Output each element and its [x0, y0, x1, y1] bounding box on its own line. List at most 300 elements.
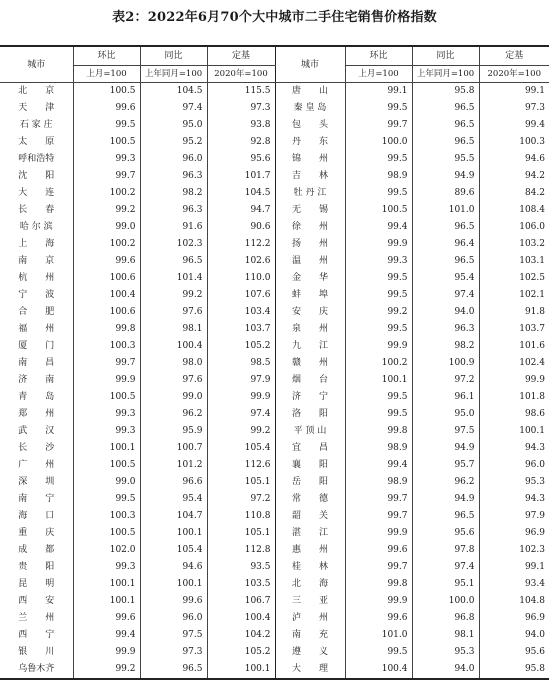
base-value: 105.2	[207, 644, 275, 661]
yoy-value-right: 95.0	[412, 406, 479, 423]
yoy-column-header: 同比	[140, 46, 207, 66]
mom-value-right: 99.5	[345, 287, 412, 304]
table-row	[0, 219, 549, 236]
city-name-right: 扬 州	[275, 236, 345, 253]
mom-value-right: 100.1	[345, 372, 412, 389]
mom-value-right: 99.8	[345, 423, 412, 440]
yoy-value: 96.0	[140, 151, 207, 168]
yoy-value: 98.0	[140, 355, 207, 372]
mom-value: 100.6	[73, 270, 140, 287]
mom-value-right: 100.5	[345, 202, 412, 219]
base-value-right: 101.8	[519, 392, 545, 402]
city-name: 沈 阳	[0, 168, 73, 185]
mom-value-right: 99.4	[345, 457, 412, 474]
city-name-right: 惠 州	[275, 542, 345, 559]
base-value: 115.5	[207, 83, 275, 101]
yoy-value-right: 96.8	[412, 610, 479, 627]
city-name: 上 海	[0, 236, 73, 253]
base-value-right: 103.2	[519, 239, 545, 249]
city-name-right: 安 庆	[275, 304, 345, 321]
mom-value-right: 99.7	[345, 117, 412, 134]
base-column-header: 定基	[207, 46, 275, 66]
yoy-value: 97.5	[140, 627, 207, 644]
base-value-right: 96.9	[524, 528, 545, 538]
city-name: 深 圳	[0, 474, 73, 491]
city-name-right: 赣 州	[275, 355, 345, 372]
mom-value-right: 98.9	[345, 168, 412, 185]
mom-value: 100.2	[73, 185, 140, 202]
mom-value-right: 99.7	[345, 559, 412, 576]
city-column-header: 城市	[0, 46, 73, 83]
table-row	[0, 474, 549, 491]
yoy-value: 100.1	[140, 525, 207, 542]
base-value: 102.6	[207, 253, 275, 270]
city-name-right: 桂 林	[275, 559, 345, 576]
mom-value-right: 99.1	[345, 83, 412, 101]
table-row	[0, 525, 549, 542]
city-name-right: 襄 阳	[275, 457, 345, 474]
base-value: 98.5	[207, 355, 275, 372]
price-index-table-container	[0, 45, 549, 680]
yoy-subheader-right: 上年同月=100	[412, 66, 479, 83]
base-value-right: 95.6	[524, 647, 545, 657]
yoy-value-right: 94.0	[412, 304, 479, 321]
city-column-header-right: 城市	[275, 46, 345, 83]
base-value-right: 94.6	[524, 154, 545, 164]
city-name-right: 遵 义	[275, 644, 345, 661]
mom-value: 99.3	[73, 151, 140, 168]
base-value: 110.8	[207, 508, 275, 525]
mom-value-right: 99.2	[345, 304, 412, 321]
table-row	[0, 542, 549, 559]
city-name: 杭 州	[0, 270, 73, 287]
base-value: 110.0	[207, 270, 275, 287]
city-name-right: 唐 山	[275, 83, 345, 101]
yoy-value: 97.6	[140, 304, 207, 321]
base-subheader-right: 2020年=100	[479, 66, 549, 83]
city-name-right: 泉 州	[275, 321, 345, 338]
base-value: 105.2	[207, 338, 275, 355]
mom-value-right: 99.5	[345, 406, 412, 423]
mom-value: 99.2	[73, 661, 140, 679]
mom-value: 100.5	[73, 83, 140, 101]
yoy-value-right: 96.3	[412, 321, 479, 338]
base-value: 94.7	[207, 202, 275, 219]
base-value-right: 93.4	[524, 579, 545, 589]
city-name: 青 岛	[0, 389, 73, 406]
city-name: 昆 明	[0, 576, 73, 593]
base-value: 105.1	[207, 525, 275, 542]
yoy-value: 104.5	[140, 83, 207, 101]
base-value: 95.6	[207, 151, 275, 168]
mom-value: 99.3	[73, 423, 140, 440]
mom-value-right: 99.3	[345, 253, 412, 270]
yoy-value: 97.3	[140, 644, 207, 661]
table-row	[0, 423, 549, 440]
base-value: 107.6	[207, 287, 275, 304]
city-name-right: 洛 阳	[275, 406, 345, 423]
city-name: 石 家 庄	[0, 117, 73, 134]
city-name-right: 锦 州	[275, 151, 345, 168]
city-name-right: 济 宁	[275, 389, 345, 406]
base-value-right: 104.8	[519, 596, 545, 606]
city-name: 哈 尔 滨	[0, 219, 73, 236]
yoy-value-right: 97.5	[412, 423, 479, 440]
table-row	[0, 270, 549, 287]
yoy-value: 100.1	[140, 576, 207, 593]
city-name: 南 京	[0, 253, 73, 270]
table-row	[0, 355, 549, 372]
mom-value: 100.5	[73, 457, 140, 474]
base-value-right: 94.2	[524, 171, 545, 181]
city-name-right: 三 亚	[275, 593, 345, 610]
yoy-value: 96.5	[140, 661, 207, 679]
city-name: 贵 阳	[0, 559, 73, 576]
yoy-value-right: 98.1	[412, 627, 479, 644]
base-value: 104.5	[207, 185, 275, 202]
base-subheader: 2020年=100	[207, 66, 275, 83]
base-value: 92.8	[207, 134, 275, 151]
base-value: 105.1	[207, 474, 275, 491]
mom-value: 99.3	[73, 559, 140, 576]
table-row	[0, 236, 549, 253]
yoy-value-right: 94.9	[412, 168, 479, 185]
base-value: 99.9	[207, 389, 275, 406]
table-row	[0, 389, 549, 406]
city-name-right: 蚌 埠	[275, 287, 345, 304]
table-row	[0, 185, 549, 202]
base-value: 105.4	[207, 440, 275, 457]
base-value-right: 100.3	[519, 137, 545, 147]
yoy-value-right: 97.2	[412, 372, 479, 389]
city-name-right: 大 理	[275, 661, 345, 679]
base-value: 97.4	[207, 406, 275, 423]
mom-value-right: 99.5	[345, 389, 412, 406]
base-value: 103.4	[207, 304, 275, 321]
city-name: 西 安	[0, 593, 73, 610]
yoy-value-right: 100.9	[412, 355, 479, 372]
mom-value: 99.9	[73, 372, 140, 389]
city-name-right: 吉 林	[275, 168, 345, 185]
price-index-table	[0, 45, 549, 680]
table-row	[0, 202, 549, 219]
table-row	[0, 83, 549, 101]
table-row	[0, 491, 549, 508]
city-name-right: 北 海	[275, 576, 345, 593]
table-row	[0, 134, 549, 151]
city-name-right: 湛 江	[275, 525, 345, 542]
yoy-value: 96.3	[140, 168, 207, 185]
mom-value-right: 99.9	[345, 593, 412, 610]
base-value: 112.6	[207, 457, 275, 474]
table-row	[0, 100, 549, 117]
yoy-value: 96.6	[140, 474, 207, 491]
mom-value-right: 99.6	[345, 542, 412, 559]
mom-value: 100.1	[73, 576, 140, 593]
yoy-column-header-right: 同比	[412, 46, 479, 66]
mom-value: 100.6	[73, 304, 140, 321]
yoy-value: 96.3	[140, 202, 207, 219]
yoy-value-right: 95.6	[412, 525, 479, 542]
base-value: 101.7	[207, 168, 275, 185]
base-value-right: 101.6	[519, 341, 545, 351]
city-name-right: 平 顶 山	[275, 423, 345, 440]
mom-value: 99.7	[73, 168, 140, 185]
city-name: 厦 门	[0, 338, 73, 355]
base-value-right: 102.5	[519, 273, 545, 283]
city-name-right: 九 江	[275, 338, 345, 355]
city-name-right: 包 头	[275, 117, 345, 134]
yoy-value: 95.4	[140, 491, 207, 508]
table-row	[0, 610, 549, 627]
yoy-value: 99.2	[140, 287, 207, 304]
yoy-value-right: 89.6	[412, 185, 479, 202]
city-name: 广 州	[0, 457, 73, 474]
table-row	[0, 117, 549, 134]
mom-value: 99.7	[73, 355, 140, 372]
table-row	[0, 151, 549, 168]
yoy-value-right: 96.4	[412, 236, 479, 253]
yoy-value: 96.0	[140, 610, 207, 627]
mom-value: 99.5	[73, 117, 140, 134]
yoy-value: 96.5	[140, 253, 207, 270]
mom-subheader: 上月=100	[73, 66, 140, 83]
mom-value-right: 99.4	[345, 219, 412, 236]
yoy-value-right: 96.5	[412, 219, 479, 236]
yoy-value: 97.4	[140, 100, 207, 117]
city-name: 大 连	[0, 185, 73, 202]
mom-column-header: 环比	[73, 46, 140, 66]
mom-value: 99.6	[73, 610, 140, 627]
yoy-value: 101.4	[140, 270, 207, 287]
yoy-value: 96.2	[140, 406, 207, 423]
mom-value: 100.1	[73, 593, 140, 610]
base-value-right: 106.0	[519, 222, 545, 232]
mom-value: 99.0	[73, 219, 140, 236]
table-row	[0, 372, 549, 389]
base-value-right: 97.3	[524, 103, 545, 113]
base-value: 90.6	[207, 219, 275, 236]
mom-value-right: 99.9	[345, 338, 412, 355]
mom-value: 100.3	[73, 338, 140, 355]
base-value: 100.1	[207, 661, 275, 679]
mom-value-right: 98.9	[345, 474, 412, 491]
city-name: 乌鲁木齐	[0, 661, 73, 679]
city-name-right: 无 锡	[275, 202, 345, 219]
mom-value: 99.4	[73, 627, 140, 644]
base-value-right: 98.6	[524, 409, 545, 419]
mom-value-right: 99.5	[345, 100, 412, 117]
table-row	[0, 253, 549, 270]
table-row	[0, 661, 549, 679]
city-name-right: 徐 州	[275, 219, 345, 236]
base-column-header-right: 定基	[479, 46, 549, 66]
mom-value: 100.2	[73, 236, 140, 253]
table-row	[0, 168, 549, 185]
table-row	[0, 576, 549, 593]
mom-subheader-right: 上月=100	[345, 66, 412, 83]
yoy-value: 102.3	[140, 236, 207, 253]
yoy-value-right: 96.5	[412, 253, 479, 270]
yoy-value-right: 98.2	[412, 338, 479, 355]
base-value-right: 96.9	[524, 613, 545, 623]
city-name: 呼和浩特	[0, 151, 73, 168]
base-value-right: 84.2	[524, 188, 545, 198]
mom-value: 100.4	[73, 287, 140, 304]
mom-value-right: 99.5	[345, 185, 412, 202]
base-value-right: 100.1	[519, 426, 545, 436]
yoy-subheader: 上年同月=100	[140, 66, 207, 83]
yoy-value: 95.0	[140, 117, 207, 134]
base-value: 93.5	[207, 559, 275, 576]
yoy-value: 101.2	[140, 457, 207, 474]
table-row	[0, 321, 549, 338]
mom-value-right: 99.9	[345, 236, 412, 253]
yoy-value-right: 94.9	[412, 491, 479, 508]
yoy-value-right: 100.0	[412, 593, 479, 610]
yoy-value-right: 97.4	[412, 287, 479, 304]
mom-value: 102.0	[73, 542, 140, 559]
city-name: 南 昌	[0, 355, 73, 372]
city-name: 南 宁	[0, 491, 73, 508]
base-value: 97.3	[207, 100, 275, 117]
city-name: 重 庆	[0, 525, 73, 542]
mom-value: 100.5	[73, 389, 140, 406]
base-value-right: 108.4	[519, 205, 545, 215]
city-name: 福 州	[0, 321, 73, 338]
base-value-right: 99.9	[524, 375, 545, 385]
city-name-right: 秦 皇 岛	[275, 100, 345, 117]
yoy-value-right: 101.0	[412, 202, 479, 219]
mom-value-right: 99.9	[345, 525, 412, 542]
city-name: 太 原	[0, 134, 73, 151]
yoy-value: 100.7	[140, 440, 207, 457]
yoy-value: 95.9	[140, 423, 207, 440]
city-name-right: 牡 丹 江	[275, 185, 345, 202]
yoy-value: 97.6	[140, 372, 207, 389]
table-row	[0, 287, 549, 304]
base-value-right: 102.1	[519, 290, 545, 300]
mom-value-right: 99.5	[345, 644, 412, 661]
base-value: 103.7	[207, 321, 275, 338]
city-name: 兰 州	[0, 610, 73, 627]
table-row	[0, 644, 549, 661]
yoy-value-right: 96.2	[412, 474, 479, 491]
city-name: 武 汉	[0, 423, 73, 440]
yoy-value-right: 94.0	[412, 661, 479, 679]
city-name-right: 岳 阳	[275, 474, 345, 491]
city-name-right: 南 充	[275, 627, 345, 644]
yoy-value-right: 96.5	[412, 134, 479, 151]
yoy-value: 94.6	[140, 559, 207, 576]
city-name: 成 都	[0, 542, 73, 559]
base-value-right: 94.3	[524, 494, 545, 504]
base-value-right: 103.1	[519, 256, 545, 266]
yoy-value-right: 96.1	[412, 389, 479, 406]
yoy-value: 91.6	[140, 219, 207, 236]
base-value: 103.5	[207, 576, 275, 593]
mom-value-right: 99.5	[345, 151, 412, 168]
table-row	[0, 440, 549, 457]
table-row	[0, 627, 549, 644]
yoy-value: 98.2	[140, 185, 207, 202]
city-name-right: 烟 台	[275, 372, 345, 389]
city-name: 银 川	[0, 644, 73, 661]
city-name: 北 京	[0, 83, 73, 101]
yoy-value: 104.7	[140, 508, 207, 525]
yoy-value: 105.4	[140, 542, 207, 559]
yoy-value-right: 95.3	[412, 644, 479, 661]
city-name: 天 津	[0, 100, 73, 117]
base-value-right: 95.3	[524, 477, 545, 487]
base-value-right: 94.0	[524, 630, 545, 640]
table-title: 表2：2022年6月70个大中城市二手住宅销售价格指数	[112, 10, 437, 25]
base-value: 93.8	[207, 117, 275, 134]
mom-value-right: 98.9	[345, 440, 412, 457]
base-value: 112.8	[207, 542, 275, 559]
yoy-value: 95.2	[140, 134, 207, 151]
yoy-value: 98.1	[140, 321, 207, 338]
base-value-right: 91.8	[524, 307, 545, 317]
city-name-right: 温 州	[275, 253, 345, 270]
base-value: 112.2	[207, 236, 275, 253]
mom-value: 99.3	[73, 406, 140, 423]
mom-value-right: 99.5	[345, 321, 412, 338]
mom-value: 99.6	[73, 253, 140, 270]
table-row	[0, 304, 549, 321]
base-value-right: 99.4	[524, 120, 545, 130]
base-value-right: 97.9	[524, 511, 545, 521]
city-name: 合 肥	[0, 304, 73, 321]
base-value: 97.9	[207, 372, 275, 389]
base-value-right: 96.0	[524, 460, 545, 470]
yoy-value: 99.6	[140, 593, 207, 610]
table-body	[0, 83, 549, 680]
yoy-value-right: 95.1	[412, 576, 479, 593]
mom-value-right: 99.7	[345, 508, 412, 525]
city-name-right: 常 德	[275, 491, 345, 508]
city-name-right: 金 华	[275, 270, 345, 287]
city-name: 宁 波	[0, 287, 73, 304]
table-row	[0, 338, 549, 355]
mom-value-right: 100.2	[345, 355, 412, 372]
yoy-value: 100.4	[140, 338, 207, 355]
yoy-value-right: 95.4	[412, 270, 479, 287]
mom-value: 100.1	[73, 440, 140, 457]
mom-value-right: 100.4	[345, 661, 412, 679]
base-value-right: 102.4	[519, 358, 545, 368]
mom-value: 99.8	[73, 321, 140, 338]
yoy-value-right: 94.9	[412, 440, 479, 457]
mom-value-right: 100.0	[345, 134, 412, 151]
yoy-value-right: 95.7	[412, 457, 479, 474]
table-row	[0, 559, 549, 576]
yoy-value-right: 96.5	[412, 117, 479, 134]
city-name-right: 韶 关	[275, 508, 345, 525]
base-value-right: 99.1	[524, 562, 545, 572]
mom-value: 100.3	[73, 508, 140, 525]
yoy-value: 99.0	[140, 389, 207, 406]
mom-value: 100.5	[73, 134, 140, 151]
base-value: 97.2	[207, 491, 275, 508]
base-value-right: 103.7	[519, 324, 545, 334]
city-name: 西 宁	[0, 627, 73, 644]
base-value-right: 99.1	[524, 86, 545, 96]
city-name: 长 沙	[0, 440, 73, 457]
city-name-right: 宜 昌	[275, 440, 345, 457]
base-value-right: 95.8	[479, 661, 549, 679]
mom-value: 99.6	[73, 100, 140, 117]
